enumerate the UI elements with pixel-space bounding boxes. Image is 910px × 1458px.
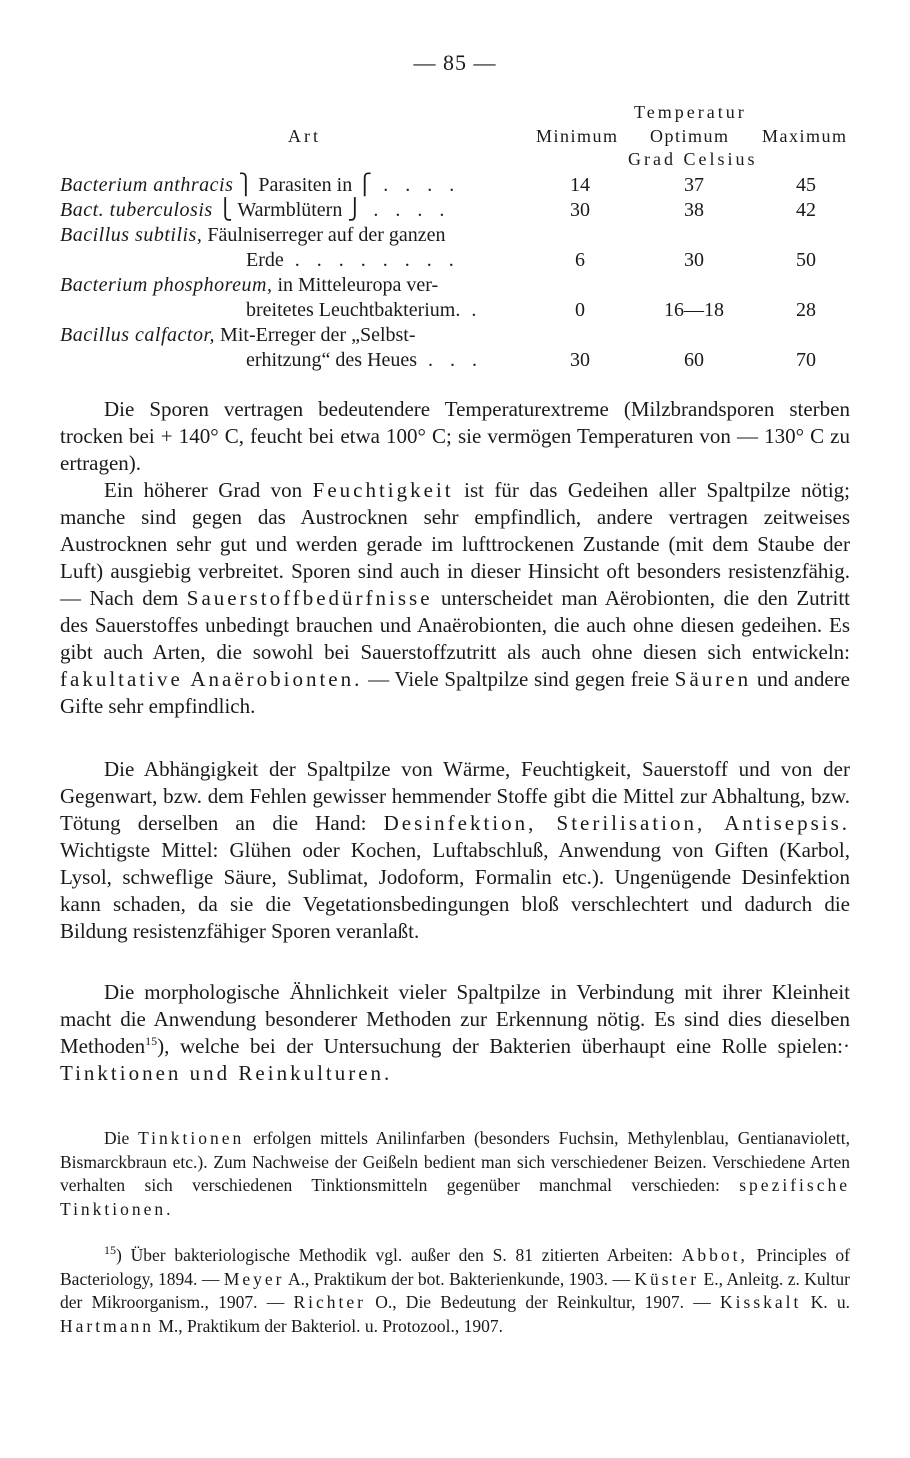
min-value: 30 <box>570 199 590 221</box>
min-value: 0 <box>575 299 585 321</box>
table-row <box>60 322 860 348</box>
species-desc: breitetes Leuchtbakterium. <box>246 299 461 321</box>
species-desc: ⎫ Parasiten in ⎧ <box>238 174 373 196</box>
species-desc: ⎩ Warmblütern ⎭ <box>217 199 363 221</box>
min-value: 6 <box>575 249 585 271</box>
emphasis-text: spezifische Tinktionen. <box>60 1175 850 1219</box>
table-header-unit: Grad Celsius <box>628 149 758 169</box>
footnote-number: 15 <box>104 1243 116 1258</box>
max-value: 42 <box>796 199 816 221</box>
species-name: Bacillus subtilis, <box>60 224 203 246</box>
paragraph: Die Abhängigkeit der Spaltpilze von Wärme, Feuchtigkeit, Sauerstoff und von der Gegenwart, bzw. dem Fehlen gewisser hemmender Stoffe gibt die Mittel zur Abhaltung, bzw. Tötung derselben an die Hand: Desinfektion, Sterilisation, Antisepsis. Wichtigste Mittel: Glühen oder Kochen, Luftabschluß, Anwendung von Giften (Karbol, Lysol, schweflige Säure, Sublimat, Jodoform, Formalin etc.). Ungenügende Desinfektion kann schaden, da sie die Vegetationsbedingungen bloß verschlechtert und dadurch die Bildung resistenzfähiger Sporen veranlaßt. <box>60 757 850 943</box>
opt-value: 60 <box>684 349 704 371</box>
max-value: 28 <box>796 299 816 321</box>
table-row: erhitzung“ des Heues . . . 30 60 70 <box>60 347 860 373</box>
emphasis-text: fakultative Anaërobionten. <box>60 667 363 691</box>
species-name: Bacterium anthracis <box>60 174 234 196</box>
emphasis-text: Tinktionen <box>138 1128 245 1148</box>
opt-value: 37 <box>684 174 704 196</box>
table-header-temperatur: Temperatur <box>634 102 747 122</box>
max-value: 70 <box>796 349 816 371</box>
emphasis-text: Sauerstoffbedürfnisse <box>186 586 433 610</box>
table-row: Bact. tuberculosis ⎩ Warmblütern ⎭ . . . . 30 38 42 <box>60 197 860 223</box>
emphasis-text: Tinktionen und Reinkulturen. <box>60 1061 393 1085</box>
table-header-optimum: Optimum <box>650 126 730 146</box>
page-number: — 85 — <box>413 50 497 75</box>
emphasis-text: Säuren <box>674 667 752 691</box>
emphasis-text: Feuchtigkeit <box>312 478 454 502</box>
table-row <box>60 272 860 298</box>
species-name: Bacillus calfactor, <box>60 324 216 346</box>
species-desc: Erde <box>246 249 284 271</box>
species-desc: in Mitteleuropa ver- <box>277 274 439 296</box>
footnote: $^{15}$) Über bakteriologische Methodik vgl. außer den S. 81 zitierten Arbeiten: Abbot, Principles of Bacteriology, 1894. — Meyer A., Praktikum der bot. Bakterienkunde, 1903. — Küster E., Anleitg. z. Kultur der Mikroorganism., 1907. — Richter O., Die Bedeutung der Reinkultur, 1907. — Kisskalt K. u. Hartmann M., Praktikum der Bakteriol. u. Protozool., 1907. <box>60 1243 850 1336</box>
table-header-minimum: Minimum <box>536 126 619 146</box>
paragraph: Die Sporen vertragen bedeutendere Temperaturextreme (Milzbrandsporen sterben trocken bei + 140° C, feucht bei etwa 100° C; sie vermögen Temperaturen von — 130° C zu ertragen). <box>60 397 850 475</box>
max-value: 50 <box>796 249 816 271</box>
species-desc: Mit-Erreger der „Selbst- <box>220 324 416 346</box>
paragraph: Die morphologische Ähnlichkeit vieler Spaltpilze in Verbindung mit ihrer Kleinheit macht die Anwendung besonderer Methoden zur Erkennung nötig. Es sind dies dieselben Methoden$^{15}$), welche bei der Untersuchung der Bakterien überhaupt eine Rolle spielen:· Tinktionen und Reinkulturen. <box>60 980 850 1085</box>
min-value: 30 <box>570 349 590 371</box>
paragraph: Ein höherer Grad von Feuchtigkeit ist für das Gedeihen aller Spaltpilze nötig; manche sind gegen das Austrocknen sehr empfindlich, andere vertragen zeitweises Austrocknen sehr gut und werden gerade im lufttrockenen Zustande (mit dem Staube der Luft) ausgiebig verbreitet. Sporen sind auch in dieser Hinsicht oft besonders resistenzfähig. — Nach dem Sauerstoffbedürfnisse unterscheidet man Aërobionten, die den Zutritt des Sauerstoffes unbedingt brauchen und Anaërobionten, die auch ohne diesen gedeihen. Es gibt auch Arten, die sowohl bei Sauerstoffzutritt als auch ohne diesen sich entwickeln: fakultative Anaërobionten. — Viele Spaltpilze sind gegen freie Säuren und andere Gifte sehr empfindlich. <box>60 478 850 718</box>
opt-value: 30 <box>684 249 704 271</box>
table-row: breitetes Leuchtbakterium. . 0 16—18 28 <box>60 297 860 323</box>
species-desc: Fäulniserreger auf der ganzen <box>207 224 446 246</box>
table-header-maximum: Maximum <box>762 126 848 146</box>
species-desc: erhitzung“ des Heues <box>246 349 418 371</box>
table-row <box>60 222 860 248</box>
min-value: 14 <box>570 174 590 196</box>
table-header-art: Art <box>288 126 321 146</box>
emphasis-text: Desinfektion, Sterilisation, Antisepsis. <box>383 811 850 835</box>
species-name: Bact. tuberculosis <box>60 199 213 221</box>
max-value: 45 <box>796 174 816 196</box>
table-row: Erde . . . . . . . . 6 30 50 <box>60 247 860 273</box>
small-paragraph: Die Tinktionen erfolgen mittels Anilinfarben (besonders Fuchsin, Methylenblau, Gentianaviolett, Bismarckbraun etc.). Zum Nachweise der Geißeln bedient man sich verschiedener Beizen. Verschiedene Arten verhalten sich verschiedenen Tinktionsmitteln gegenüber manchmal verschieden: spezifische Tinktionen. <box>60 1128 850 1219</box>
opt-value: 38 <box>684 199 704 221</box>
footnote-ref: 15 <box>145 1034 158 1048</box>
table-row: Bacterium anthracis ⎫ Parasiten in ⎧ . . . . 14 37 45 <box>60 172 860 198</box>
opt-value: 16—18 <box>664 299 724 321</box>
species-name: Bacterium phosphoreum, <box>60 274 273 296</box>
